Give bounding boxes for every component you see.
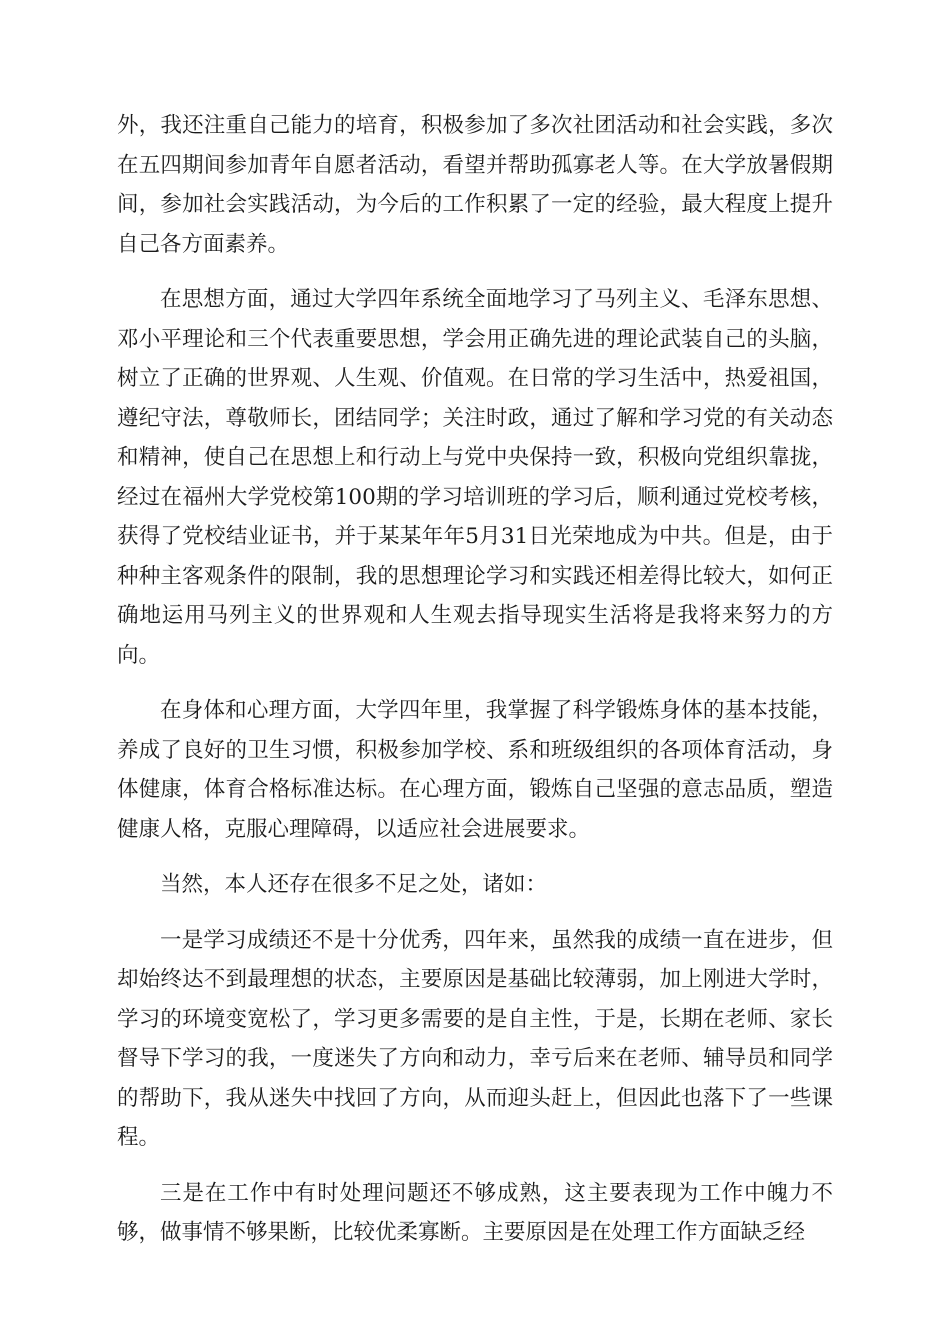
text-line: 时，学习的环境变宽松了，学习更多需要的是自主性，于是，长期在老 [117, 967, 833, 1032]
text-line: 假期间，参加社会实践活动，为今后的工作积累了一定的经验，最大程度 [117, 152, 833, 217]
text-line: 头脑，树立了正确的世界观、人生观、价值观。在日常的学习生活中，热 [117, 326, 833, 391]
text-line: 当然，本人还存在很多不足之处，诸如： [160, 872, 548, 897]
text-line: 爱祖国，遵纪守法，尊敬师长，团结同学；关注时政，通过了解和学习党 [117, 366, 833, 431]
text-line: 在身体和心理方面，大学四年里，我掌握了科学锻炼身体的基本技 [160, 698, 790, 723]
paragraph [117, 865, 833, 905]
text-line: 上提升自己各方面素养。 [117, 192, 833, 257]
text-line: 够，做事情不够果断，比较优柔寡断。主要原因是在处理工作方面缺乏经 [117, 1220, 806, 1245]
text-line: 的有关动态和精神，使自己在思想上和行动上与党中央保持一致，积极向 [117, 405, 833, 470]
text-line: 活将是我将来努力的方向。 [117, 603, 833, 668]
text-line: 在思想方面，通过大学四年系统全面地学习了马列主义、毛泽东思 [160, 287, 790, 312]
text-line: 动，身体健康，体育合格标准达标。在心理方面，锻炼自己坚强的意志品 [117, 737, 833, 802]
text-line: 为中共。但是，由于种种主客观条件的限制，我的思想理论学习和实践还 [117, 524, 833, 589]
text-line: 外，我还注重自己能力的培育，积极参加了多次社团活动和社会实践，多 [117, 113, 812, 138]
text-line: 一是学习成绩还不是十分优秀，四年来，虽然我的成绩一直在进步， [160, 927, 812, 953]
text-line: 师、家长督导下学习的我，一度迷失了方向和动力，幸亏后来在老师、辅 [117, 1006, 833, 1071]
text-line: 相差得比较大，如何正确地运用马列主义的世界观和人生观去指导现实生 [117, 563, 833, 628]
paragraph [117, 921, 833, 1158]
text-line: 能，养成了良好的卫生习惯，积极参加学校、系和班级组织的各项体育活 [117, 698, 833, 763]
text-line: 质，塑造健康人格，克服心理障碍，以适应社会进展要求。 [117, 777, 833, 842]
text-line: 通过党校考核，获得了党校结业证书，并于某某年年5月31日光荣地成 [117, 484, 833, 549]
text-line: 党组织靠拢，经过在福州大学党校第100期的学习培训班的学习后，顺利 [117, 445, 833, 510]
text-line: 三是在工作中有时处理问题还不够成熟，这主要表现为工作中魄力不 [160, 1180, 833, 1206]
paragraph [117, 106, 833, 264]
paragraph [117, 1174, 833, 1253]
paragraph [117, 691, 833, 849]
paragraph [117, 280, 833, 675]
text-line: 落下了一些课程。 [117, 1085, 833, 1150]
text-line: 导员和同学的帮助下，我从迷失中找回了方向，从而迎头赶上，但因此也 [117, 1046, 833, 1111]
text-line: 但却始终达不到最理想的状态，主要原因是基础比较薄弱，加上刚进大学 [117, 927, 833, 992]
text-line: 次在五四期间参加青年自愿者活动，看望并帮助孤寡老人等。在大学放暑 [117, 113, 833, 178]
text-line: 想、邓小平理论和三个代表重要思想，学会用正确先进的理论武装自己的 [117, 287, 833, 352]
document-body [117, 106, 833, 1269]
